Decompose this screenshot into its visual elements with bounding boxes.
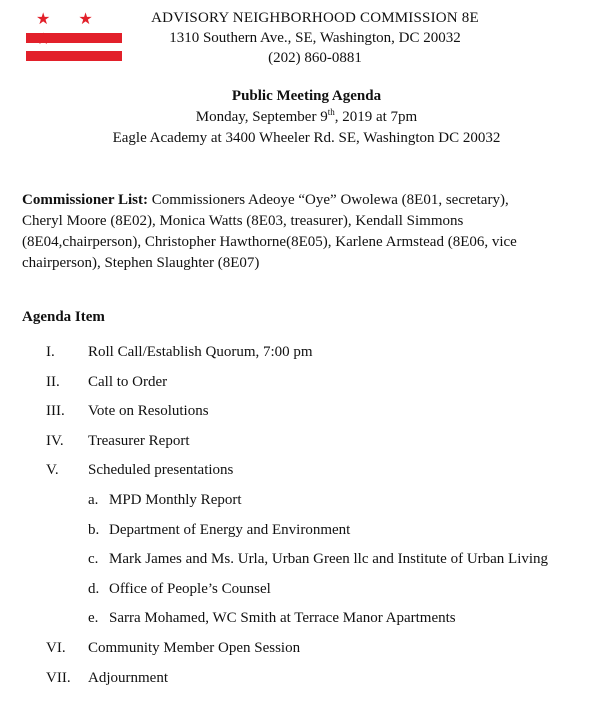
agenda-subitem-letter: e.	[88, 610, 99, 627]
agenda-subitem	[0, 581, 613, 611]
agenda-subitem-letter: b.	[88, 521, 100, 538]
agenda-subitem	[0, 551, 613, 581]
flag-bar-bottom	[26, 51, 122, 61]
letterhead	[125, 8, 505, 68]
commissioner-line-3: (8E04,chairperson), Christopher Hawthorne(8E05), Karlene Armstead (8E06, vice	[22, 234, 517, 250]
agenda-item-number: II.	[46, 373, 60, 390]
agenda-subitem-text: Mark James and Ms. Urla, Urban Green llc and Institute of Urban Living	[109, 551, 549, 568]
agenda-subitem	[0, 522, 613, 552]
agenda-item-text: Treasurer Report	[88, 432, 190, 449]
agenda-item-text: Call to Order	[88, 373, 168, 390]
agenda-subitem-text: MPD Monthly Report	[109, 491, 242, 508]
agenda-item	[0, 344, 613, 374]
agenda-item-number: III.	[46, 403, 65, 420]
commissioner-line-4: chairperson), Stephen Slaughter (8E07)	[22, 255, 260, 271]
agenda-subitem	[0, 492, 613, 522]
agenda-item-text: Scheduled presentations	[88, 462, 234, 479]
agenda-item	[0, 670, 613, 700]
flag-stars: ★ ★	[36, 11, 105, 28]
agenda-heading: Agenda Item	[22, 309, 105, 325]
meeting-date	[0, 107, 613, 128]
meeting-date-ordinal: th	[327, 107, 335, 117]
agenda-item-text: Roll Call/Establish Quorum, 7:00 pm	[88, 344, 313, 360]
agenda-item-number: VI.	[46, 639, 66, 656]
meeting-date-prefix: Monday, September 9	[195, 109, 328, 125]
agenda-subitem-text: Office of People’s Counsel	[109, 580, 271, 597]
commissioner-list-label: Commissioner List:	[22, 192, 148, 208]
meeting-title: Public Meeting Agenda	[231, 88, 382, 104]
agenda-subitem-letter: a.	[88, 491, 99, 508]
commissioner-line-1-text: Commissioners Adeoye “Oye” Owolewa (8E01, secretary),	[151, 192, 509, 208]
agenda-subitem-text: Department of Energy and Environment	[109, 521, 351, 538]
agenda-subitem-text: Sarra Mohamed, WC Smith at Terrace Manor Apartments	[109, 610, 456, 627]
agenda-item-text: Community Member Open Session	[88, 639, 301, 656]
commissioner-line-2: Cheryl Moore (8E02), Monica Watts (8E03, treasurer), Kendall Simmons	[22, 213, 464, 229]
meeting-info	[0, 86, 613, 149]
agenda-item	[0, 403, 613, 433]
agenda-item-text: Vote on Resolutions	[88, 403, 209, 420]
agenda-item-number: IV.	[46, 432, 64, 449]
agenda-item	[0, 433, 613, 463]
commissioner-list	[22, 190, 602, 274]
flag-bar-top	[26, 33, 122, 43]
meeting-date-rest: , 2019 at 7pm	[334, 109, 418, 125]
agenda-item-number: VII.	[46, 669, 71, 686]
organization-address: 1310 Southern Ave., SE, Washington, DC 20032	[169, 30, 461, 46]
agenda-subitem-letter: d.	[88, 580, 100, 597]
agenda-list	[0, 344, 613, 699]
agenda-item	[0, 462, 613, 492]
dc-flag-logo	[26, 10, 122, 60]
agenda-item-number: V.	[46, 462, 59, 479]
agenda-subitem-letter: c.	[88, 551, 99, 568]
organization-phone: (202) 860-0881	[268, 50, 362, 66]
agenda-item-text: Adjournment	[88, 669, 168, 686]
agenda-item	[0, 374, 613, 404]
commissioner-line-1	[22, 190, 602, 211]
meeting-location: Eagle Academy at 3400 Wheeler Rd. SE, Washington DC 20032	[112, 130, 501, 146]
agenda-item-number: I.	[46, 344, 55, 360]
agenda-subitem	[0, 610, 613, 640]
organization-name: ADVISORY NEIGHBORHOOD COMMISSION 8E	[151, 10, 479, 26]
agenda-item	[0, 640, 613, 670]
